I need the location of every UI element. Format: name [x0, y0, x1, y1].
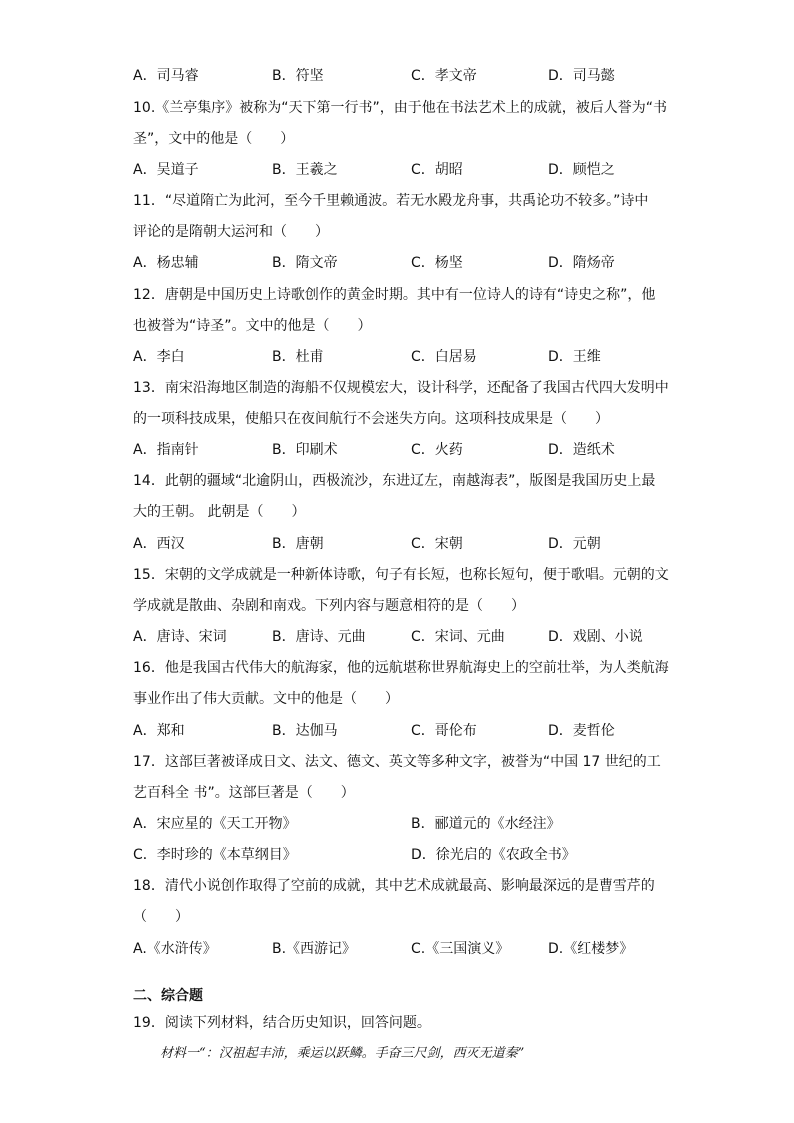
- q17-stem-line-2: 艺百科全 书”。这部巨著是（ ）: [133, 785, 355, 801]
- q12-option-d[interactable]: D．王维: [548, 349, 601, 365]
- q18-option-a[interactable]: A.《水浒传》: [133, 941, 217, 957]
- q13-stem-line-1: 13．南宋沿海地区制造的海船不仅规模宏大，设计科学，还配备了我国古代四大发明中: [133, 380, 669, 396]
- q14-option-c[interactable]: C．宋朝: [411, 536, 463, 552]
- q10-option-d[interactable]: D．顾恺之: [548, 162, 615, 178]
- q15-option-b[interactable]: B．唐诗、元曲: [272, 629, 366, 645]
- q15-stem-line-2: 学成就是散曲、杂剧和南戏。下列内容与题意相符的是（ ）: [133, 598, 525, 614]
- q15-option-d[interactable]: D．戏剧、小说: [548, 629, 643, 645]
- q9-option-b[interactable]: B．符坚: [272, 68, 324, 84]
- q18-stem-line-2: （ ）: [133, 909, 189, 925]
- q10-option-c[interactable]: C．胡昭: [411, 162, 463, 178]
- q10-stem-line-1: 10.《兰亭集序》被称为“天下第一行书”，由于他在书法艺术上的成就，被后人誉为“书: [133, 100, 668, 116]
- q12-option-c[interactable]: C．白居易: [411, 349, 477, 365]
- q11-stem-line-1: 11．“尽道隋亡为此河，至今千里赖通波。若无水殿龙舟事，共禹论功不较多。”诗中: [133, 193, 649, 209]
- q10-option-b[interactable]: B．王羲之: [272, 162, 338, 178]
- q11-option-b[interactable]: B．隋文帝: [272, 255, 338, 271]
- q9-option-a[interactable]: A．司马睿: [133, 68, 199, 84]
- q14-stem-line-1: 14．此朝的疆域“北逾阴山，西极流沙，东进辽左，南越海表”，版图是我国历史上最: [133, 473, 656, 489]
- q14-option-d[interactable]: D．元朝: [548, 536, 601, 552]
- q10-stem-line-2: 圣”，文中的他是（ ）: [133, 131, 295, 147]
- q16-stem-line-1: 16．他是我国古代伟大的航海家，他的远航堪称世界航海史上的空前壮举，为人类航海: [133, 660, 669, 676]
- q12-stem-line-2: 也被誉为“诗圣”。文中的他是（ ）: [133, 318, 372, 334]
- q16-option-a[interactable]: A．郑和: [133, 723, 185, 739]
- q16-option-b[interactable]: B．达伽马: [272, 723, 338, 739]
- section-2-heading: 二、综合题: [133, 988, 203, 1004]
- q11-stem-line-2: 评论的是隋朝大运河和（ ）: [133, 224, 329, 240]
- q16-option-c[interactable]: C．哥伦布: [411, 723, 477, 739]
- q12-option-a[interactable]: A．李白: [133, 349, 185, 365]
- q16-option-d[interactable]: D．麦哲伦: [548, 723, 615, 739]
- q13-option-a[interactable]: A．指南针: [133, 442, 199, 458]
- q17-option-c[interactable]: C．李时珍的《本草纲目》: [133, 847, 297, 863]
- q19-stem: 19．阅读下列材料，结合历史知识，回答问题。: [133, 1015, 431, 1031]
- q12-stem-line-1: 12．唐朝是中国历史上诗歌创作的黄金时期。其中有一位诗人的诗有“诗史之称”，他: [133, 287, 656, 303]
- q9-option-c[interactable]: C．孝文帝: [411, 68, 477, 84]
- q14-option-a[interactable]: A．西汉: [133, 536, 185, 552]
- q11-option-d[interactable]: D．隋炀帝: [548, 255, 615, 271]
- q18-option-b[interactable]: B.《西游记》: [272, 941, 357, 957]
- q18-stem-line-1: 18．清代小说创作取得了空前的成就，其中艺术成就最高、影响最深远的是曹雪芹的: [133, 878, 655, 894]
- q17-option-d[interactable]: D．徐光启的《农政全书》: [411, 847, 576, 863]
- q11-option-a[interactable]: A．杨忠辅: [133, 255, 199, 271]
- q15-stem-line-1: 15．宋朝的文学成就是一种新体诗歌，句子有长短，也称长短句，便于歌唱。元朝的文: [133, 567, 669, 583]
- q17-option-a[interactable]: A．宋应星的《天工开物》: [133, 816, 297, 832]
- q13-stem-line-2: 的一项科技成果，使船只在夜间航行不会迷失方向。这项科技成果是（ ）: [133, 411, 609, 427]
- q11-option-c[interactable]: C．杨坚: [411, 255, 463, 271]
- q18-option-d[interactable]: D.《红楼梦》: [548, 941, 634, 957]
- q12-option-b[interactable]: B．杜甫: [272, 349, 324, 365]
- q13-option-d[interactable]: D．造纸术: [548, 442, 615, 458]
- q17-stem-line-1: 17．这部巨著被译成日文、法文、德文、英文等多种文字，被誉为“中国 17 世纪的工: [133, 754, 661, 770]
- q18-option-c[interactable]: C.《三国演义》: [411, 941, 510, 957]
- q16-stem-line-2: 事业作出了伟大贡献。文中的他是（ ）: [133, 691, 399, 707]
- q9-option-d[interactable]: D．司马懿: [548, 68, 615, 84]
- q19-material-1: 材料一“：汉祖起丰沛，乘运以跃鳞。手奋三尺剑，西灭无道秦”: [160, 1046, 525, 1061]
- q15-option-c[interactable]: C．宋词、元曲: [411, 629, 505, 645]
- q13-option-b[interactable]: B．印刷术: [272, 442, 338, 458]
- q14-stem-line-2: 大的王朝。 此朝是（ ）: [133, 504, 306, 520]
- q14-option-b[interactable]: B．唐朝: [272, 536, 324, 552]
- q15-option-a[interactable]: A．唐诗、宋词: [133, 629, 227, 645]
- q13-option-c[interactable]: C．火药: [411, 442, 463, 458]
- q10-option-a[interactable]: A．吴道子: [133, 162, 199, 178]
- q17-option-b[interactable]: B．郦道元的《水经注》: [411, 816, 561, 832]
